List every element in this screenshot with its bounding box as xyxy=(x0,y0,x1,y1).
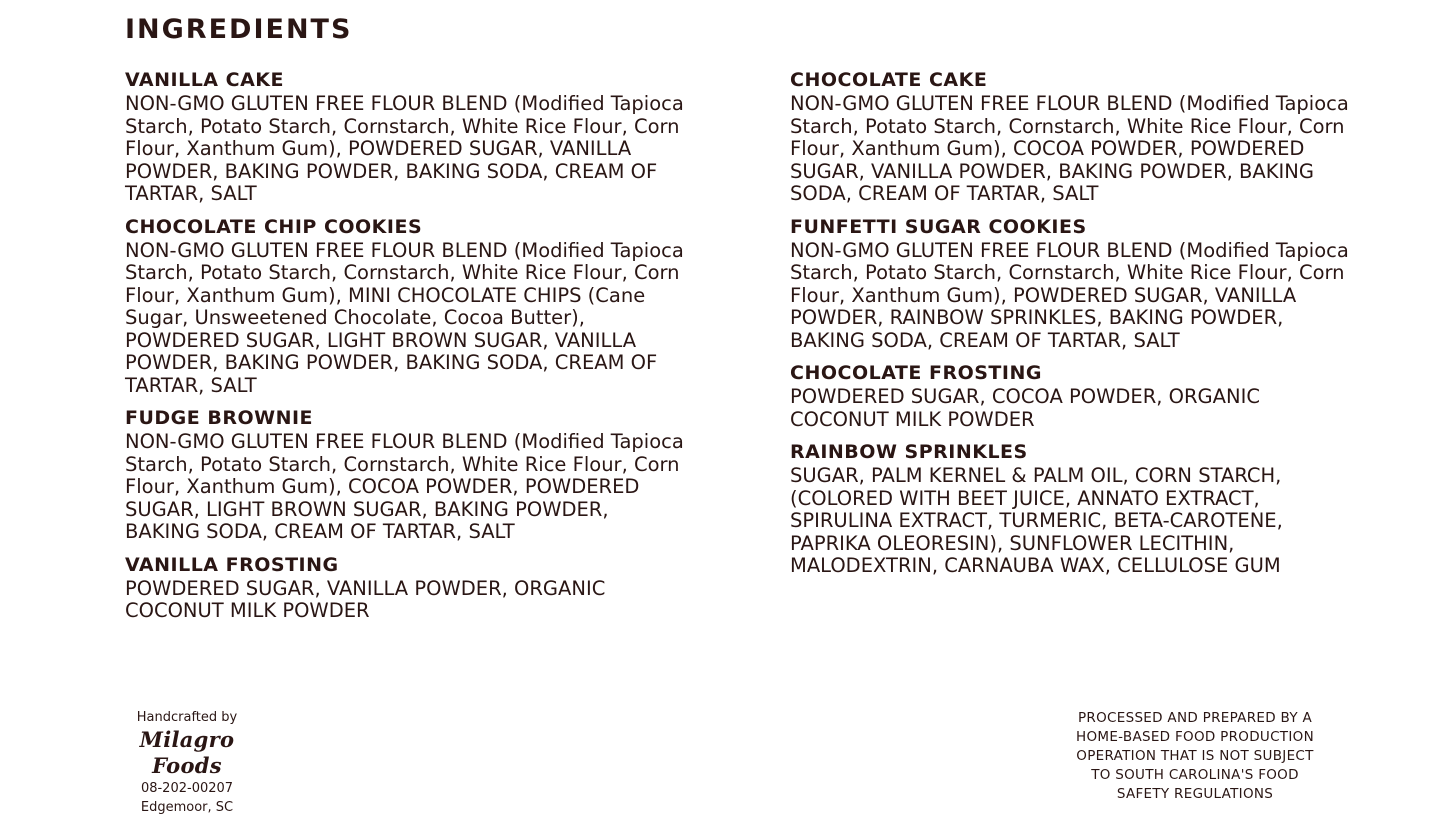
ingredient-list: NON-GMO GLUTEN FREE FLOUR BLEND (Modified Tapioca Starch, Potato Starch, Cornstarch, White Rice Flour, Corn Flour, Xanthum Gum), COCOA POWDER, POWDERED SUGAR, VANILLA POWDER, BAKING POWDER, BAKING SODA, CREAM OF TARTAR, SALT xyxy=(790,92,1349,205)
handcrafted-by-label: Handcrafted by xyxy=(136,710,238,725)
right-ingredients-column xyxy=(790,68,1350,578)
ingredient-section-vanilla-cake xyxy=(125,68,685,206)
location: Edgemoor, SC xyxy=(140,800,234,815)
ingredient-section-rainbow-sprinkles xyxy=(790,440,1350,578)
ingredient-section-chocolate-frosting xyxy=(790,361,1350,431)
section-title: FUNFETTI SUGAR COOKIES xyxy=(790,215,1087,238)
section-title: VANILLA FROSTING xyxy=(125,553,339,576)
brand-logo: Milagro Foods xyxy=(139,727,235,778)
ingredient-section-chocolate-cake xyxy=(790,68,1350,206)
section-title: CHOCOLATE FROSTING xyxy=(790,362,1042,384)
ingredient-list: SUGAR, PALM KERNEL & PALM OIL, CORN STARCH, (COLORED WITH BEET JUICE, ANNATO EXTRACT, SPIRULINA EXTRACT, TURMERIC, BETA-CAROTENE, PAPRIKA OLEORESIN), SUNFLOWER LECITHIN, MALODEXTRIN, CARNAUBA WAX, CELLULOSE GUM xyxy=(790,464,1283,577)
section-title: RAINBOW SPRINKLES xyxy=(790,441,1028,463)
section-title: CHOCOLATE CHIP COOKIES xyxy=(125,215,423,238)
section-title: FUDGE BROWNIE xyxy=(125,407,314,429)
ingredient-list: NON-GMO GLUTEN FREE FLOUR BLEND (Modified Tapioca Starch, Potato Starch, Cornstarch, White Rice Flour, Corn Flour, Xanthum Gum), POWDERED SUGAR, VANILLA POWDER, RAINBOW SPRINKLES, BAKING POWDER, BAKING SODA, CREAM OF TARTAR, SALT xyxy=(790,238,1349,352)
disclaimer-line: TO SOUTH CAROLINA'S FOOD xyxy=(1091,767,1299,783)
ingredient-list: NON-GMO GLUTEN FREE FLOUR BLEND (Modified Tapioca Starch, Potato Starch, Cornstarch, White Rice Flour, Corn Flour, Xanthum Gum), MINI CHOCOLATE CHIPS (Cane Sugar, Unsweetened Chocolate, Cocoa Butter), POWDERED SUGAR, LIGHT BROWN SUGAR, VANILLA POWDER, BAKING POWDER, BAKING SODA, CREAM OF TARTAR, SALT xyxy=(125,238,684,397)
license-number: 08-202-00207 xyxy=(140,781,234,796)
ingredient-section-vanilla-frosting xyxy=(125,553,685,623)
ingredient-list: NON-GMO GLUTEN FREE FLOUR BLEND (Modified Tapioca Starch, Potato Starch, Cornstarch, White Rice Flour, Corn Flour, Xanthum Gum), COCOA POWDER, POWDERED SUGAR, LIGHT BROWN SUGAR, BAKING POWDER, BAKING SODA, CREAM OF TARTAR, SALT xyxy=(125,430,684,543)
maker-info xyxy=(112,708,262,817)
section-title: CHOCOLATE CAKE xyxy=(790,69,988,91)
section-title: VANILLA CAKE xyxy=(125,69,284,91)
ingredient-list: POWDERED SUGAR, VANILLA POWDER, ORGANIC COCONUT MILK POWDER xyxy=(125,576,606,622)
ingredient-section-fudge-brownie xyxy=(125,406,685,544)
disclaimer-line: SAFETY REGULATIONS xyxy=(1116,786,1274,802)
ingredient-list: NON-GMO GLUTEN FREE FLOUR BLEND (Modified Tapioca Starch, Potato Starch, Cornstarch, White Rice Flour, Corn Flour, Xanthum Gum), POWDERED SUGAR, VANILLA POWDER, BAKING POWDER, BAKING SODA, CREAM OF TARTAR, SALT xyxy=(125,92,684,205)
ingredient-section-chocolate-chip-cookies xyxy=(125,215,685,398)
ingredient-list: POWDERED SUGAR, COCOA POWDER, ORGANIC COCONUT MILK POWDER xyxy=(790,385,1260,431)
regulatory-disclaimer xyxy=(1060,709,1330,804)
page-title: INGREDIENTS xyxy=(125,14,353,45)
left-ingredients-column xyxy=(125,68,685,623)
disclaimer-line: PROCESSED AND PREPARED BY A xyxy=(1077,710,1313,726)
ingredient-section-funfetti-sugar-cookies xyxy=(790,215,1350,353)
disclaimer-line: HOME-BASED FOOD PRODUCTION xyxy=(1076,729,1314,745)
disclaimer-line: OPERATION THAT IS NOT SUBJECT xyxy=(1076,748,1314,764)
